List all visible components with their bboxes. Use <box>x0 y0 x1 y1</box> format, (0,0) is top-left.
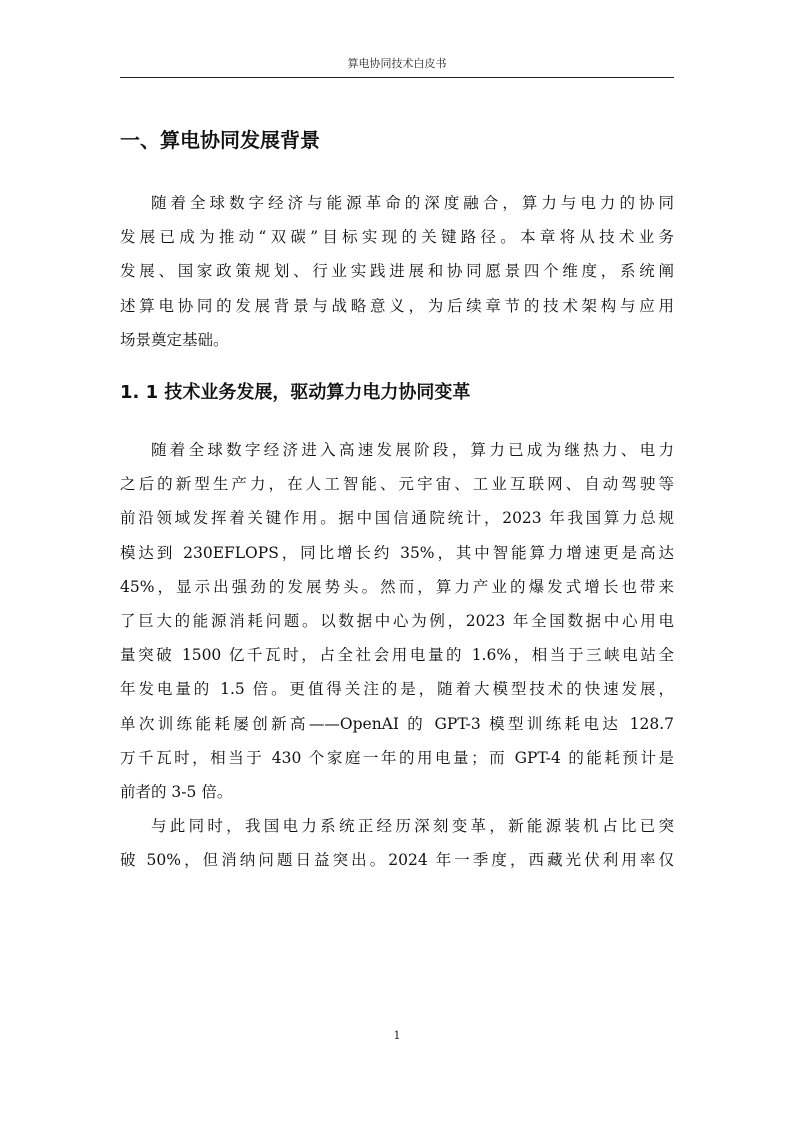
paragraph-line: 随着全球数字经济与能源革命的深度融合，算力与电力的协同 <box>151 194 674 212</box>
paragraph-line: 模达到 230EFLOPS，同比增长约 35%，其中智能算力增速更是高达 <box>120 543 674 562</box>
paragraph-line: 了巨大的能源消耗问题。以数据中心为例，2023 年全国数据中心用电 <box>120 612 674 631</box>
paragraph-line: 年发电量的 1.5 倍。更值得关注的是，随着大模型技术的快速发展， <box>120 680 674 699</box>
paragraph-line: 量突破 1500 亿千瓦时，占全社会用电量的 1.6%，相当于三峡电站全 <box>120 646 674 665</box>
paragraph-line: 45%，显示出强劲的发展势头。然而，算力产业的爆发式增长也带来 <box>120 577 674 596</box>
section-1-1-paragraph-1 <box>120 433 674 809</box>
header-rule <box>120 77 674 78</box>
chapter-title: 一、算电协同发展背景 <box>120 128 320 152</box>
intro-paragraph <box>120 186 674 357</box>
paragraph-line: 场景奠定基础。 <box>120 330 229 349</box>
paragraph-line: 万千瓦时，相当于 430 个家庭一年的用电量；而 GPT-4 的能耗预计是 <box>120 748 674 767</box>
page-body <box>120 120 674 878</box>
paragraph-line: 随着全球数字经济进入高速发展阶段，算力已成为继热力、电力 <box>151 441 674 460</box>
paragraph-line: 述算电协同的发展背景与战略意义，为后续章节的技术架构与应用 <box>120 296 674 315</box>
running-header: 算电协同技术白皮书 <box>347 57 447 70</box>
section-1-1-paragraph-2 <box>120 809 674 877</box>
paragraph-line: 前者的 3-5 倍。 <box>120 783 233 802</box>
paragraph-line: 发展已成为推动“双碳”目标实现的关键路径。本章将从技术业务 <box>120 228 674 247</box>
paragraph-line: 单次训练能耗屡创新高——OpenAI 的 GPT-3 模型训练耗电达 128.7 <box>120 714 674 733</box>
page-number: 1 <box>393 1029 401 1042</box>
paragraph-line: 破 50%，但消纳问题日益突出。2024 年一季度，西藏光伏利用率仅 <box>120 851 674 870</box>
paragraph-line: 前沿领域发挥着关键作用。据中国信通院统计，2023 年我国算力总规 <box>120 509 674 528</box>
paragraph-line: 与此同时，我国电力系统正经历深刻变革，新能源装机占比已突 <box>151 817 674 836</box>
paragraph-line: 发展、国家政策规划、行业实践进展和协同愿景四个维度，系统阐 <box>120 262 674 281</box>
section-title-1-1: 1. 1 技术业务发展，驱动算力电力协同变革 <box>120 382 471 404</box>
paragraph-line: 之后的新型生产力，在人工智能、元宇宙、工业互联网、自动驾驶等 <box>120 475 674 494</box>
